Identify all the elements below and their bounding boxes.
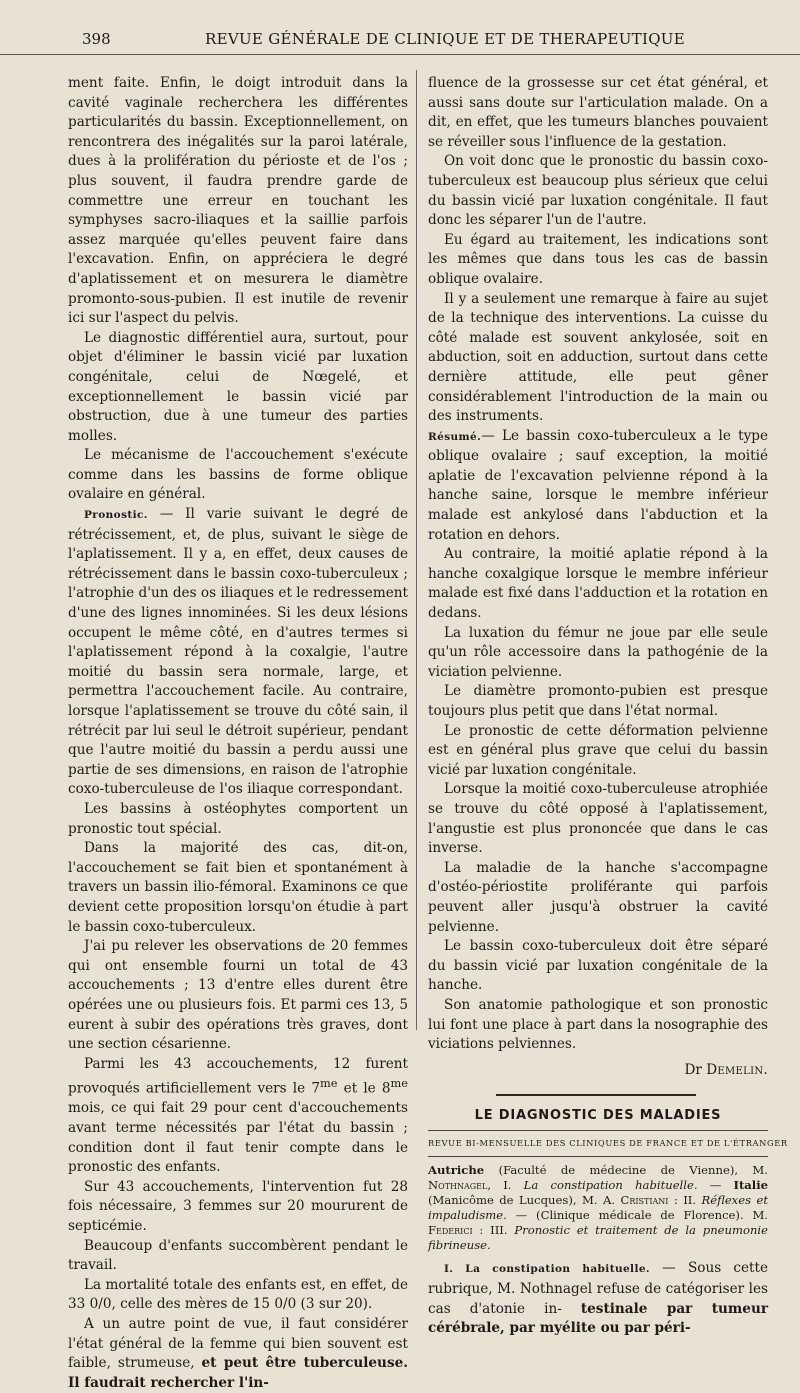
author-signature	[428, 1061, 768, 1081]
signature-name: Demelin.	[706, 1061, 768, 1078]
paragraph: La mortalité totale des enfants est, en effet, de 33 0/0, celle des mères de 15 0/0 (3 sur 20).	[68, 1276, 408, 1313]
paragraph: Au contraire, la moitié aplatie répond à la hanche coxalgique lorsque le membre inférieur malade est fixé dans l'adduction et la rotation en dedans.	[428, 546, 768, 622]
summary-topic: Réflexes et impaludisme.	[428, 1193, 768, 1223]
paragraph	[68, 1315, 408, 1393]
paragraph-text: — Il varie suivant le degré de rétrécissement, et, de plus, suivant le siège de l'aplatissement. Il y a, en effet, deux causes de rétrécissement dans le bassin coxo-tuberculeux ; l'atrophie d'un des os iliaques et le redressement d'une des lignes innominées. Si les deux lésions occupent le même côté, en d'autres termes si l'aplatissement répond à la coxalgie, l'autre moitié du bassin sera normale, large, et permettra l'accouchement facile. Au contraire, lorsque l'aplatissement se trouve du côté sain, il rétrécit par lui seul le détroit supérieur, pendant que l'autre moitié du bassin a perdu aussi une partie de ses dimensions, en raison de l'atrophie coxo-tuberculeuse de l'os iliaque correspondant.	[68, 506, 408, 798]
summary-text: , I.	[487, 1178, 524, 1193]
paragraph: On voit donc que le pronostic du bassin coxo-tuberculeux est beaucoup plus sérieux que celui du bassin vicié par luxation congénitale. Il faut donc les séparer l'un de l'autre.	[428, 153, 768, 229]
section-rule	[496, 1094, 696, 1096]
summary-text: : II.	[668, 1193, 702, 1208]
summary-text: — (Clinique médicale de Florence). M.	[506, 1208, 768, 1223]
right-column	[428, 74, 788, 1339]
summary-text: : III.	[472, 1223, 515, 1238]
paragraph: La maladie de la hanche s'accompagne d'ostéo-périostite proliférante qui parfois peuvent aller jusqu'à obstruer la cavité pelvienne.	[428, 859, 768, 935]
paragraph-intro	[428, 1259, 768, 1338]
run-in-heading: Pronostic.	[84, 509, 148, 522]
paragraph: Sur 43 accouchements, l'intervention fut 28 fois nécessaire, 3 femmes sur 20 moururent de septicémie.	[68, 1178, 408, 1234]
running-title: REVUE GÉNÉRALE DE CLINIQUE ET DE THERAPEUTIQUE	[205, 30, 685, 48]
paragraph: Le diagnostic différentiel aura, surtout, pour objet d'éliminer le bassin vicié par luxation congénitale, celui de Nœgelé, et exceptionnellement le bassin vicié par obstruction, due à une tumeur des parties molles.	[68, 329, 408, 444]
paragraph: Il y a seulement une remarque à faire au sujet de la technique des interventions. La cuisse du côté malade est souvent ankylosée, soit en abduction, soit en adduction, surtout dans cette dernière attitude, elle peut gêner considérablement l'introduction de la main ou des instruments.	[428, 290, 768, 425]
paragraph-text: A un autre point de vue, il faut considérer l'état général de la femme qui bien souvent est faible, strumeuse,	[68, 1315, 408, 1372]
summary-author: Nothnagel	[428, 1178, 488, 1193]
paragraph-pronostic	[68, 505, 408, 800]
column-divider	[416, 70, 417, 1030]
summary-country: Autriche	[428, 1163, 485, 1178]
paragraph-resume	[428, 427, 768, 546]
paragraph: Le mécanisme de l'accouchement s'exécute comme dans les bassins de forme oblique ovalaire en général.	[68, 447, 408, 503]
paragraph: Son anatomie pathologique et son pronostic lui font une place à part dans la nosographie des viciations pelviennes.	[428, 996, 768, 1053]
summary-topic: La constipation habituelle.	[523, 1178, 698, 1193]
page-header	[0, 30, 800, 55]
paragraph-text-bold: testinale par tumeur cérébrale, par myélite ou par péri-	[428, 1300, 768, 1337]
paragraph: Le bassin coxo-tuberculeux doit être séparé du bassin vicié par luxation congénitale de la hanche.	[428, 938, 768, 994]
summary-author: Cristiani	[620, 1193, 669, 1208]
paragraph: La luxation du fémur ne joue par elle seule qu'un rôle accessoire dans la pathogénie de la viciation pelvienne.	[428, 624, 768, 680]
summary-text: (Manicôme de Lucques), M. A.	[428, 1193, 621, 1208]
summary-text: —	[697, 1178, 734, 1193]
signature-title: Dr	[684, 1061, 707, 1078]
superscript: me	[320, 1076, 338, 1091]
paragraph: Le pronostic de cette déformation pelvienne est en général plus grave que celui du bassin vicié par luxation congénitale.	[428, 722, 768, 778]
section-subheading: REVUE BI-MENSUELLE DES CLINIQUES DE FRANCE ET DE L'ÉTRANGER	[428, 1130, 768, 1158]
paragraph: ment faite. Enfin, le doigt introduit dans la cavité vaginale recherchera les différentes particularités du bassin. Exceptionnellement, on rencontrera des inégalités sur la paroi latérale, dues à la prolifération du périoste et de l'os ; plus souvent, il faudra prendre garde de commettre une erreur en touchant les symphyses sacro-iliaques et la saillie parfois assez marquée qu'elles peuvent faire dans l'excavation. Enfin, on appréciera le degré d'aplatissement et on mesurera le diamètre promonto-sous-pubien. Il est inutile de revenir ici sur l'aspect du pelvis.	[68, 75, 408, 327]
left-column	[68, 74, 408, 1393]
summary-text: (Faculté de médecine de Vienne), M.	[484, 1163, 768, 1178]
paragraph-text: — Le bassin coxo-tuberculeux a le type oblique ovalaire ; sauf exception, la moitié aplatie de l'excavation pelvienne répond à la hanche saine, lorsque le membre inférieur malade est ankylosé dans l'abduction et la rotation en dehors.	[428, 427, 768, 543]
paragraph: J'ai pu relever les observations de 20 femmes qui ont ensemble fourni un total de 43 accouchements ; 13 d'entre elles durent être opérées une ou plusieurs fois. Et parmi ces 13, 5 eurent à subir des opérations très graves, dont une section césarienne.	[68, 938, 408, 1053]
paragraph-text: — Sous cette rubrique, M. Nothnagel refuse de catégoriser les cas d'atonie in-	[428, 1260, 768, 1317]
summary-topic: Pronostic et traitement de la pneumonie fibrineuse.	[428, 1223, 769, 1253]
run-in-heading: Résumé.	[428, 430, 482, 443]
paragraph-text: Parmi les 43 accouchements, 12 furent provoqués artificiellement vers le 7	[68, 1055, 408, 1097]
paragraph: Dans la majorité des cas, dit-on, l'accouchement se fait bien et spontanément à travers un bassin ilio-fémoral. Examinons ce que devient cette proposition lorsqu'on étudie à part le bassin coxo-tuberculeux.	[68, 840, 408, 935]
paragraph: Le diamètre promonto-pubien est presque toujours plus petit que dans l'état normal.	[428, 683, 768, 719]
section-heading: LE DIAGNOSTIC DES MALADIES	[474, 1108, 722, 1124]
run-in-heading: I. La constipation habituelle.	[444, 1263, 650, 1276]
paragraph	[68, 1055, 408, 1178]
paragraph: fluence de la grossesse sur cet état général, et aussi sans doute sur l'articulation malade. On a dit, en effet, que les tumeurs blanches pouvaient se réveiller sous l'influence de la gestation.	[428, 75, 768, 150]
paragraph: Beaucoup d'enfants succombèrent pendant le travail.	[68, 1237, 408, 1274]
paragraph: Lorsque la moitié coxo-tuberculeuse atrophiée se trouve du côté opposé à l'aplatissement, l'angustie est plus prononcée que dans le cas inverse.	[428, 781, 768, 857]
paragraph-text: mois, ce qui fait 29 pour cent d'accouchements avant terme nécessités par l'état du bassin ; condition dont il faut tenir compte dans le pronostic des enfants.	[68, 1100, 408, 1176]
paragraph-text: et le 8	[337, 1080, 391, 1097]
summary-country: Italie	[733, 1178, 768, 1193]
superscript: me	[390, 1076, 408, 1091]
section-summary	[428, 1163, 768, 1253]
paragraph-text-bold: et peut être tuberculeuse. Il faudrait rechercher l'in-	[68, 1355, 408, 1391]
paragraph: Eu égard au traitement, les indications sont les mêmes que dans tous les cas de bassin oblique ovalaire.	[428, 231, 768, 287]
summary-author: Federici	[428, 1223, 473, 1238]
page-number: 398	[82, 30, 111, 48]
paragraph: Les bassins à ostéophytes comportent un pronostic tout spécial.	[68, 800, 408, 837]
